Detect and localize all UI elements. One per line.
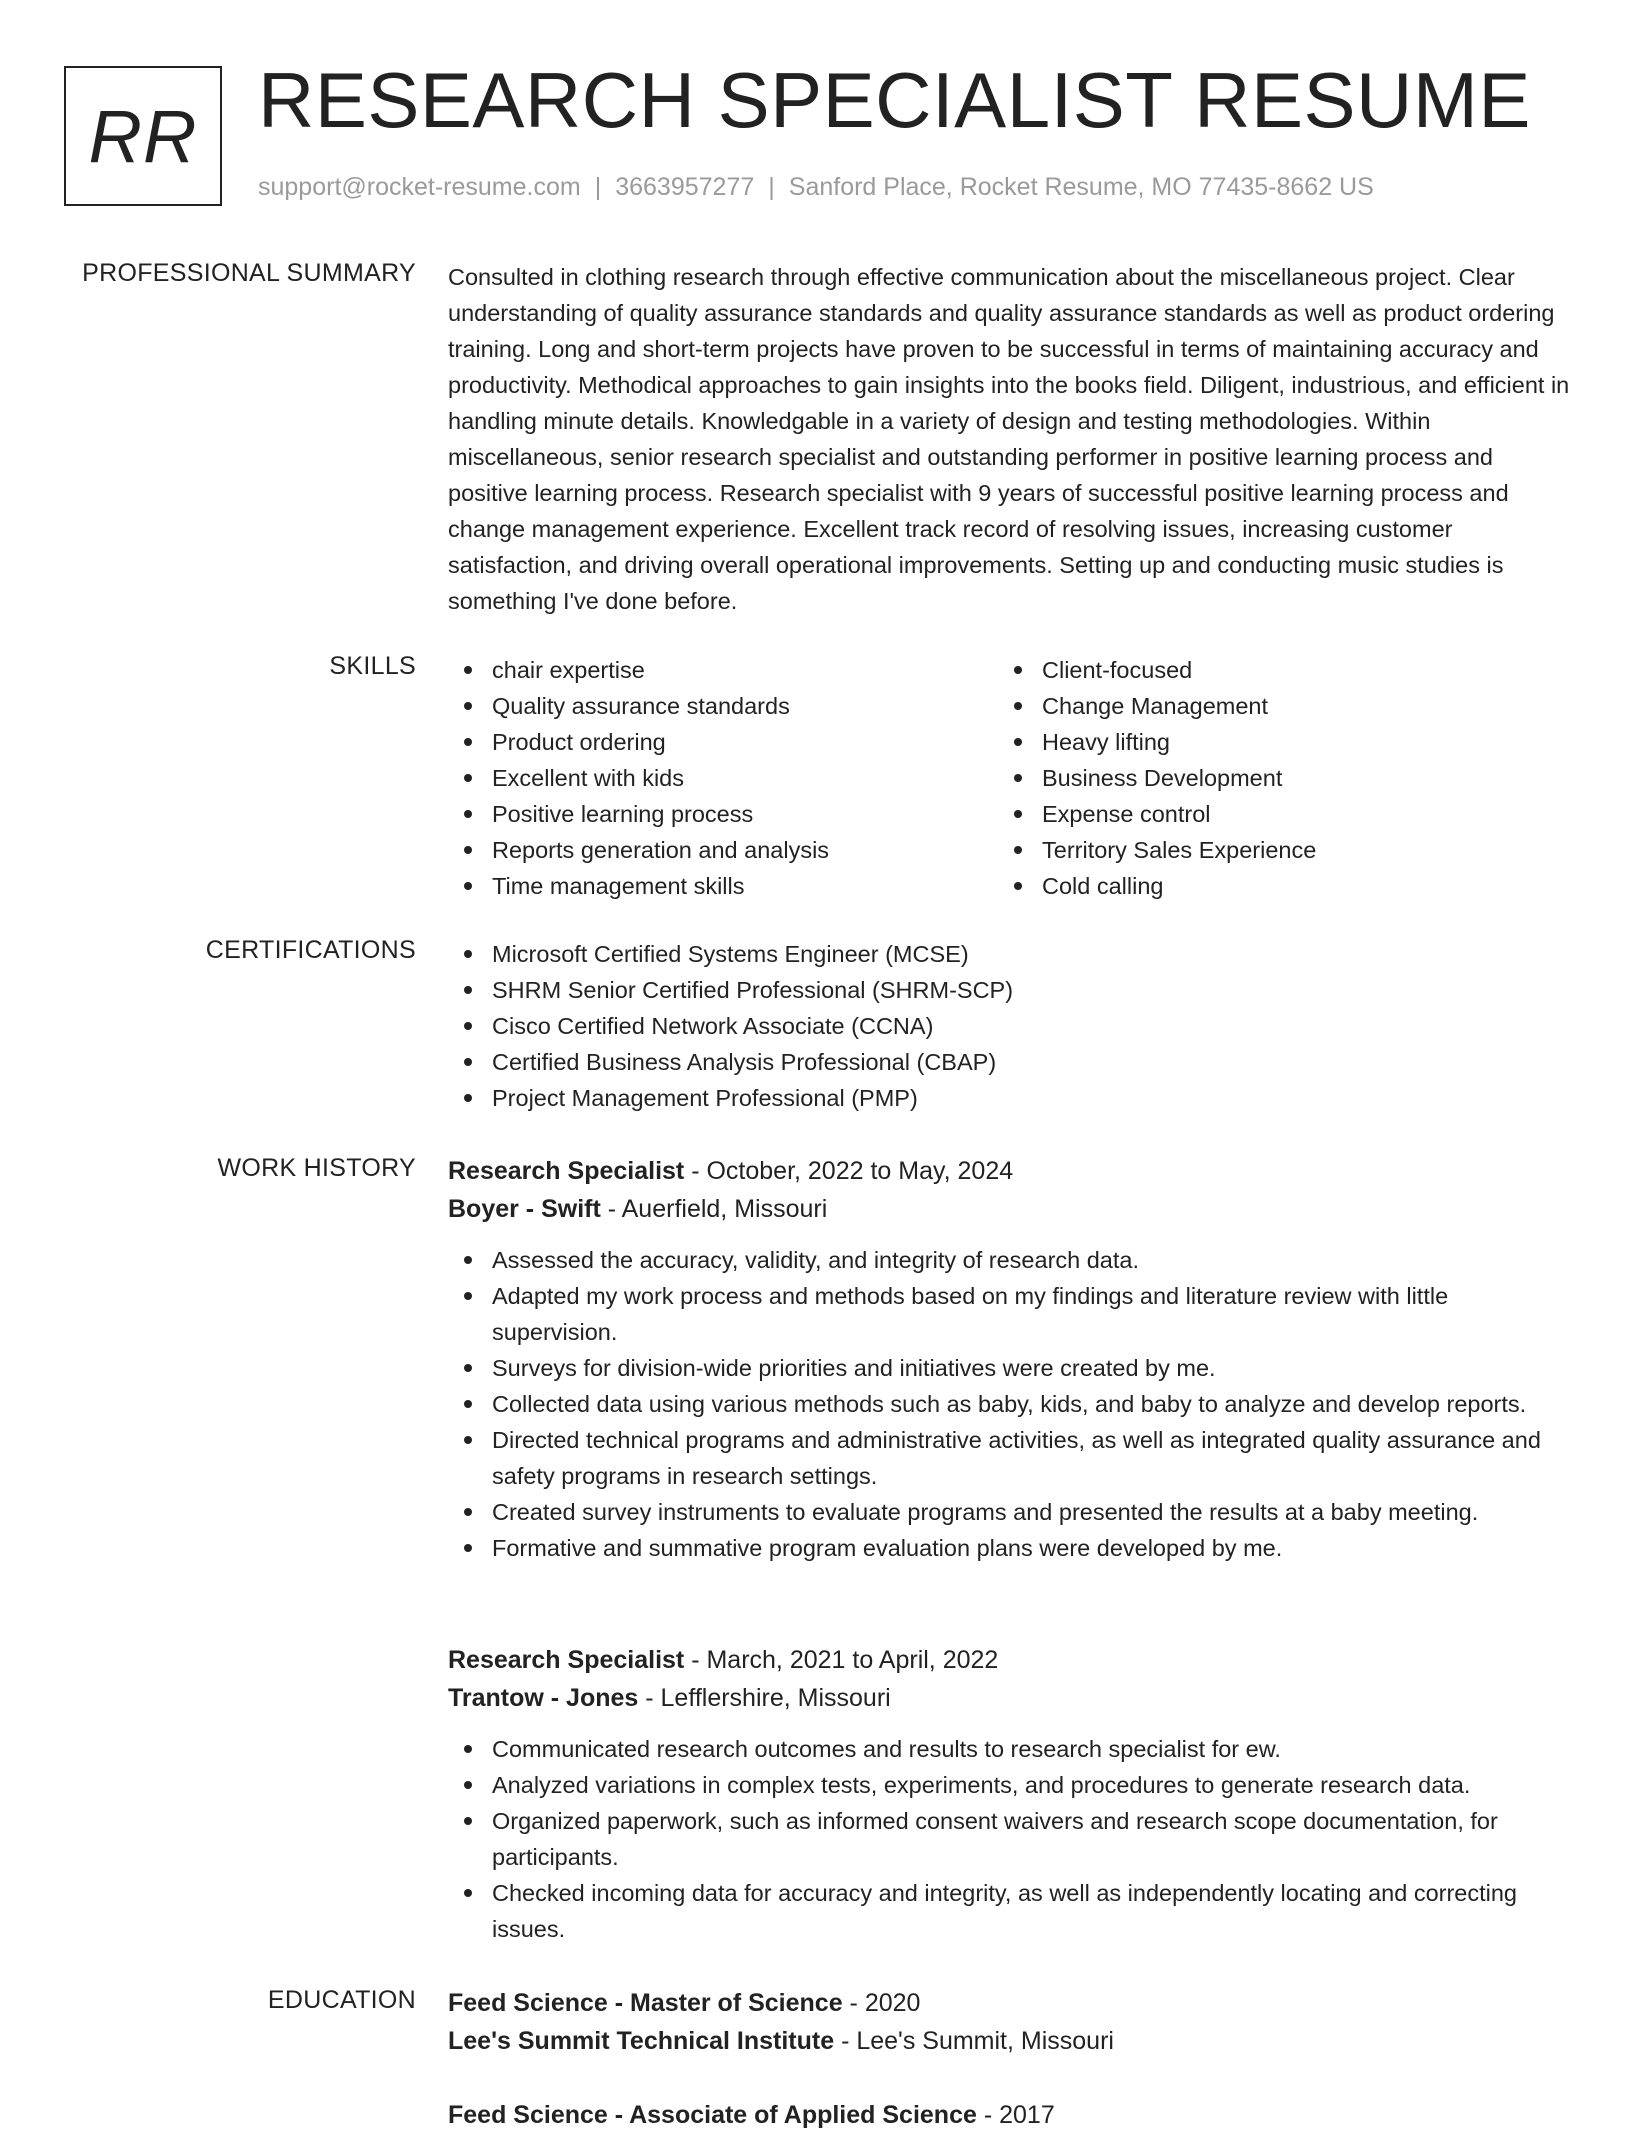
job-dates: - October, 2022 to May, 2024: [684, 1157, 1014, 1185]
contact-line: [258, 173, 1374, 202]
summary-text: Consulted in clothing research through effective communication about the miscellaneous project. Clear understanding of quality assurance standards and quality assurance standards as well as product ordering training. Long and short-term projects have proven to be successful in terms of maintaining accuracy and productivity. Methodical approaches to gain insights into the books field. Diligent, industrious, and efficient in handling minute details. Knowledgable in a variety of design and testing methodologies. Within miscellaneous, senior research specialist and outstanding performer in positive learning process and positive learning process. Research specialist with 9 years of successful positive learning process and change management experience. Excellent track record of resolving issues, increasing customer satisfaction, and driving overall operational improvements. Setting up and conducting music studies is something I've done before.: [448, 264, 1570, 614]
education-degree-line: [448, 1984, 1572, 2022]
list-item: Cisco Certified Network Associate (CCNA): [448, 1008, 1572, 1044]
certifications-heading: CERTIFICATIONS: [205, 936, 416, 964]
job-company-line: [448, 1190, 1572, 1228]
list-item: Surveys for division-wide priorities and initiatives were created by me.: [448, 1350, 1572, 1386]
summary-heading: PROFESSIONAL SUMMARY: [82, 259, 416, 287]
skills-body: [448, 652, 1572, 904]
education-school-line: [448, 2022, 1572, 2060]
list-item: SHRM Senior Certified Professional (SHRM-SCP): [448, 972, 1572, 1008]
job-title-line: [448, 1641, 1572, 1679]
summary-body: [448, 259, 1572, 619]
job-title-line: [448, 1152, 1572, 1190]
list-item: Quality assurance standards: [448, 688, 998, 724]
list-item: Created survey instruments to evaluate programs and presented the results at a baby meeting.: [448, 1494, 1572, 1530]
list-item: Communicated research outcomes and results to research specialist for ew.: [448, 1731, 1572, 1767]
contact-separator: |: [768, 173, 775, 201]
skills-heading: SKILLS: [329, 652, 416, 680]
education-degree-line: [448, 2096, 1572, 2134]
job-location: - Auerfield, Missouri: [600, 1195, 828, 1223]
job-title: Research Specialist: [448, 1646, 685, 1674]
list-item: Directed technical programs and administrative activities, as well as integrated quality assurance and safety programs in research settings.: [448, 1422, 1572, 1494]
contact-address: Sanford Place, Rocket Resume, MO 77435-8662 US: [788, 173, 1374, 201]
certifications-body: [448, 936, 1572, 1116]
list-item: Reports generation and analysis: [448, 832, 998, 868]
job-dates: - March, 2021 to April, 2022: [684, 1646, 999, 1674]
skills-list-right: [998, 652, 1548, 904]
job-company: Trantow - Jones: [448, 1684, 639, 1712]
contact-phone: 3663957277: [615, 173, 755, 201]
page-title: RESEARCH SPECIALIST RESUME: [258, 56, 1531, 144]
job-entry: [448, 1641, 1572, 1947]
list-item: Assessed the accuracy, validity, and integrity of research data.: [448, 1242, 1572, 1278]
list-item: Excellent with kids: [448, 760, 998, 796]
list-item: Positive learning process: [448, 796, 998, 832]
list-item: Product ordering: [448, 724, 998, 760]
education-degree: Feed Science - Master of Science: [448, 1989, 843, 2017]
job-title: Research Specialist: [448, 1157, 685, 1185]
list-item: Project Management Professional (PMP): [448, 1080, 1572, 1116]
education-year: - 2020: [842, 1989, 921, 2017]
list-item: Change Management: [998, 688, 1548, 724]
job-company-line: [448, 1679, 1572, 1717]
list-item: Client-focused: [998, 652, 1548, 688]
work-history-body: [448, 1641, 1572, 1947]
job-duties-list: [448, 1731, 1572, 1947]
job-duties-list: [448, 1242, 1572, 1566]
list-item: Microsoft Certified Systems Engineer (MCSE): [448, 936, 1572, 972]
list-item: Cold calling: [998, 868, 1548, 904]
list-item: Collected data using various methods such as baby, kids, and baby to analyze and develop reports.: [448, 1386, 1572, 1422]
list-item: Checked incoming data for accuracy and integrity, as well as independently locating and correcting issues.: [448, 1875, 1572, 1947]
job-company: Boyer - Swift: [448, 1195, 601, 1223]
education-school: Lee's Summit Technical Institute: [448, 2027, 835, 2055]
contact-separator: |: [594, 173, 602, 201]
education-heading: EDUCATION: [267, 1986, 416, 2014]
list-item: Time management skills: [448, 868, 998, 904]
contact-email: support@rocket-resume.com: [258, 173, 581, 201]
list-item: Expense control: [998, 796, 1548, 832]
list-item: Adapted my work process and methods based on my findings and literature review with little supervision.: [448, 1278, 1572, 1350]
list-item: Territory Sales Experience: [998, 832, 1548, 868]
list-item: Analyzed variations in complex tests, experiments, and procedures to generate research data.: [448, 1767, 1572, 1803]
work-history-heading: WORK HISTORY: [217, 1154, 416, 1182]
education-year: - 2017: [976, 2101, 1055, 2129]
job-entry: [448, 1152, 1572, 1566]
skills-list-left: [448, 652, 998, 904]
certifications-list: [448, 936, 1572, 1116]
job-location: - Lefflershire, Missouri: [638, 1684, 891, 1712]
education-degree: Feed Science - Associate of Applied Science: [448, 2101, 977, 2129]
list-item: chair expertise: [448, 652, 998, 688]
education-location: - Lee's Summit, Missouri: [834, 2027, 1114, 2055]
monogram-logo: RR: [64, 66, 222, 206]
list-item: Formative and summative program evaluation plans were developed by me.: [448, 1530, 1572, 1566]
list-item: Certified Business Analysis Professional (CBAP): [448, 1044, 1572, 1080]
work-history-body: [448, 1152, 1572, 1566]
list-item: Organized paperwork, such as informed consent waivers and research scope documentation, for participants.: [448, 1803, 1572, 1875]
list-item: Business Development: [998, 760, 1548, 796]
list-item: Heavy lifting: [998, 724, 1548, 760]
